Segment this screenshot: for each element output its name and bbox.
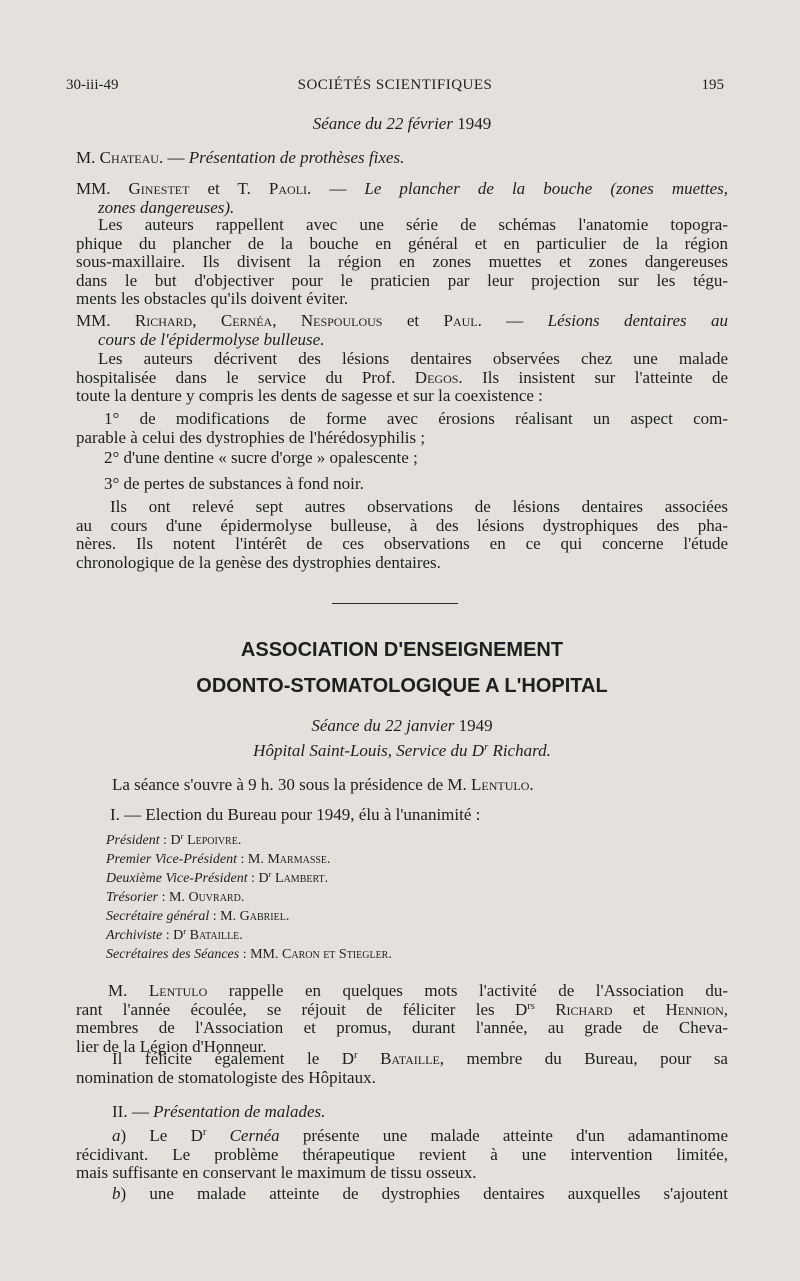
bureau-entry: Secrétaires des Séances : MM. Caron et Stiegler. [106, 947, 392, 962]
paragraph-lesions: Les auteurs décrivent des lésions dentaires observées chez une malade hospitalisée dans le service du Prof. Degos. Ils insistent sur l'atteinte de toute la denture y compris les dents de sagesse et sur la coexistence : [76, 349, 729, 405]
paragraph-dystrophies: b) une malade atteinte de dystrophies dentaires auxquelles s'ajoutent [112, 1184, 728, 1203]
list-item-1: 1° de modifications de forme avec érosions réalisant un aspect com- parable à celui des dystrophies de l'hérédosyphilis ; [76, 409, 728, 447]
section-divider [332, 603, 458, 604]
list-item-2: 2° d'une dentine « sucre d'orge » opalescente ; [104, 448, 418, 467]
header-date: 30-iii-49 [66, 77, 119, 93]
header-title: SOCIÉTÉS SCIENTIFIQUES [297, 77, 493, 93]
association-heading-line-2: ODONTO-STOMATOLOGIQUE A L'HOPITAL [196, 675, 608, 697]
paragraph-adamantinome: a) Le $D^r$ Cernéa présente une malade atteinte d'un adamantinome récidivant. Le problème thérapeutique revient à une intervention limitée, mais suffisante en conservant le maximum de tissu osseux. [76, 1126, 729, 1182]
paragraph-bataille: Il félicite également le $D^r$ Bataille, membre du Bureau, pour sa nomination de stomatologiste des Hôpitaux. [76, 1049, 728, 1087]
running-header [66, 77, 724, 97]
seance-heading-1: Séance du 22 février 1949 [312, 114, 492, 133]
section-presentation: II. — Présentation de malades. [112, 1102, 326, 1121]
paragraph-observations: Ils ont relevé sept autres observations de lésions dentaires associées au cours d'une épidermolyse bulleuse, à des lésions dystrophiques des pha- nères. Ils notent l'intérêt de ces observations en ce qui concerne l'étude chronologique de la genèse des dystrophies dentaires. [76, 497, 728, 572]
paragraph-plancher: Les auteurs rappellent avec une série de schémas l'anatomie topogra- phique du plancher de la bouche en général et en particulier de la région sous-maxillaire. Ils divisent la région en zones muettes et zones dangereuses dans le but d'objectiver pour le praticien par leur projection sur les tégu- ments les obstacles qu'ils doivent éviter. [76, 215, 728, 308]
ouverture-line: La séance s'ouvre à 9 h. 30 sous la présidence de M. Lentulo. [112, 775, 534, 794]
page-number: 195 [701, 77, 724, 93]
seance-heading-2: Séance du 22 janvier 1949 [311, 716, 493, 735]
list-item-3: 3° de pertes de substances à fond noir. [104, 474, 364, 493]
communication-chateau: M. Chateau. — Présentation de prothèses fixes. [76, 148, 405, 167]
bureau-entry: Président : $D^r$ Lepoivre. [106, 831, 242, 848]
paragraph-lentulo: M. Lentulo rappelle en quelques mots l'activité de l'Association du- rant l'année écoulée, se réjouit de féliciter les $D^{rs}$ Richard et Hennion, membres de l'Association et promus, durant l'année, au grade de Cheva- lier de la Légion d'Honneur. [76, 981, 728, 1056]
election-line: I. — Election du Bureau pour 1949, élu à l'unanimité : [110, 805, 481, 824]
communication-ginestet-paoli: MM. Ginestet et T. Paoli. — Le plancher de la bouche (zones muettes, zones dangereuses). [76, 179, 729, 217]
bureau-list [106, 832, 706, 965]
bureau-entry: Secrétaire général : M. Gabriel. [106, 909, 290, 924]
communication-richard: MM. Richard, Cernéa, Nespoulous et Paul. — Lésions dentaires au cours de l'épidermolyse bulleuse. [76, 311, 729, 349]
bureau-entry: Archiviste : $D^r$ Bataille. [106, 926, 243, 943]
bureau-entry: Trésorier : M. Ouvrard. [106, 890, 245, 905]
association-heading-line-1: ASSOCIATION D'ENSEIGNEMENT [240, 639, 564, 661]
bureau-entry: Deuxième Vice-Président : $D^r$ Lambert. [106, 869, 329, 886]
hopital-line: Hôpital Saint-Louis, Service du $D^r$ Richard. [253, 741, 551, 760]
bureau-entry: Premier Vice-Président : M. Marmasse. [106, 852, 331, 867]
